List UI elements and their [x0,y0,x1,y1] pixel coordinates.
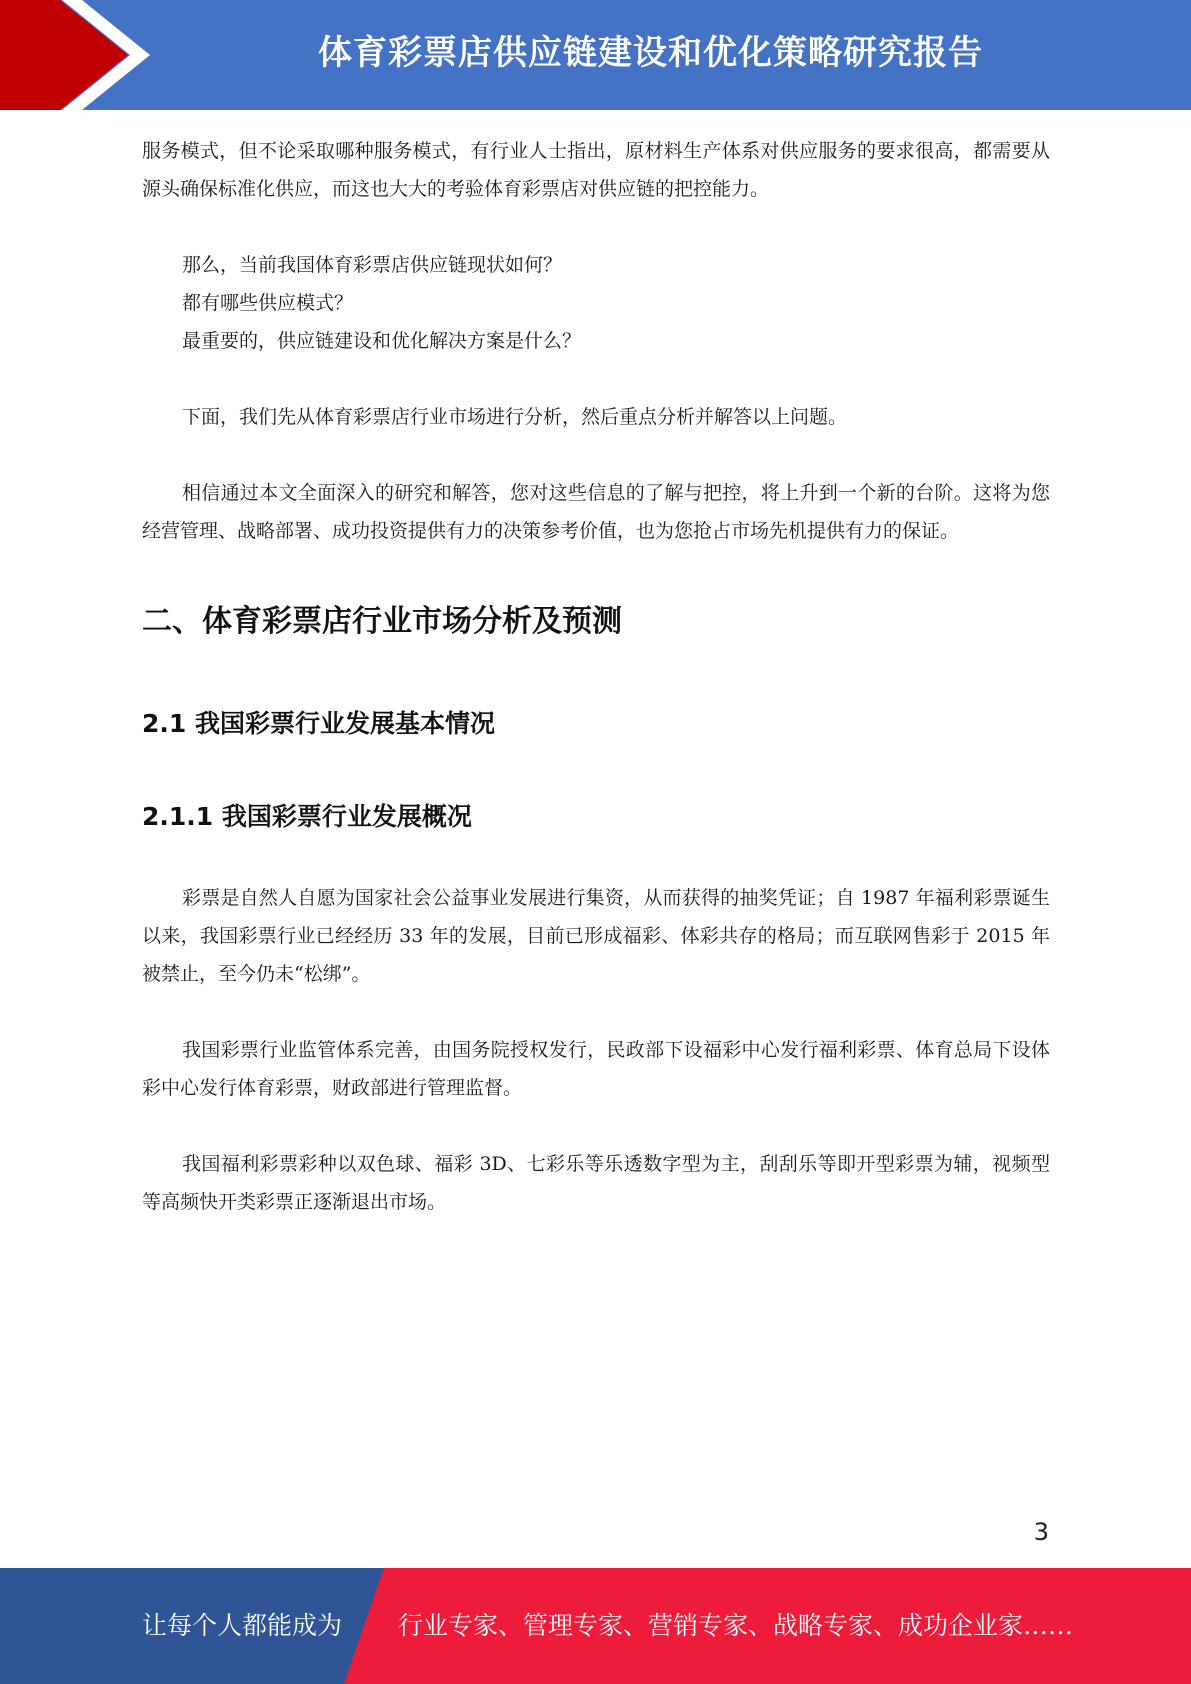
spacer [142,208,1050,246]
spacer [142,360,1050,398]
spacer [142,835,1050,879]
header-banner [0,0,1191,110]
body-paragraph: 彩票是自然人自愿为国家社会公益事业发展进行集资，从而获得的抽奖凭证；自 1987 年福利彩票诞生以来，我国彩票行业已经经历 33 年的发展，目前已形成福彩、体彩共存的格局；而互联网售彩于 2015 年被禁止，至今仍未“松绑”。 [142,887,1050,985]
intro-paragraph-2: 下面，我们先从体育彩票店行业市场进行分析，然后重点分析并解答以上问题。 [182,406,848,428]
subsection-heading: 2.1 我国彩票行业发展基本情况 [142,709,495,738]
document-title: 体育彩票店供应链建设和优化策略研究报告 [318,33,983,73]
section-heading: 二、体育彩票店行业市场分析及预测 [142,604,622,639]
intro-paragraph-1: 服务模式，但不论采取哪种服务模式，有行业人士指出，原材料生产体系对供应服务的要求很高，都需要从源头确保标准化供应，而这也大大的考验体育彩票店对供应链的把控能力。 [142,140,1050,200]
footer-lead-text: 让每个人都能成为 [142,1611,343,1640]
question-item: 最重要的，供应链建设和优化解决方案是什么？ [182,330,582,352]
subsubsection-heading: 2.1.1 我国彩票行业发展概况 [142,802,472,831]
header-arrow-decoration [0,0,160,110]
spacer [142,1107,1050,1145]
intro-paragraph-3: 相信通过本文全面深入的研究和解答，您对这些信息的了解与把控，将上升到一个新的台阶。这将为您经营管理、战略部署、成功投资提供有力的决策参考价值，也为您抢占市场先机提供有力的保证。 [142,482,1050,542]
footer-banner [0,1568,1191,1684]
spacer [142,993,1050,1031]
body-paragraph: 我国福利彩票彩种以双色球、福彩 3D、七彩乐等乐透数字型为主，刮刮乐等即开型彩票为辅，视频型等高频快开类彩票正逐渐退出市场。 [142,1153,1050,1213]
footer-slogan: 行业专家、管理专家、营销专家、战略专家、成功企业家…… [398,1611,1074,1640]
question-item: 都有哪些供应模式？ [182,292,354,314]
question-item: 那么，当前我国体育彩票店供应链现状如何？ [182,254,563,276]
spacer [142,436,1050,474]
page-content [142,132,1050,1221]
body-paragraph: 我国彩票行业监管体系完善，由国务院授权发行，民政部下设福彩中心发行福利彩票、体育总局下设体彩中心发行体育彩票，财政部进行管理监督。 [142,1039,1050,1099]
question-list [142,246,1050,360]
page-number: 3 [1033,1518,1049,1546]
